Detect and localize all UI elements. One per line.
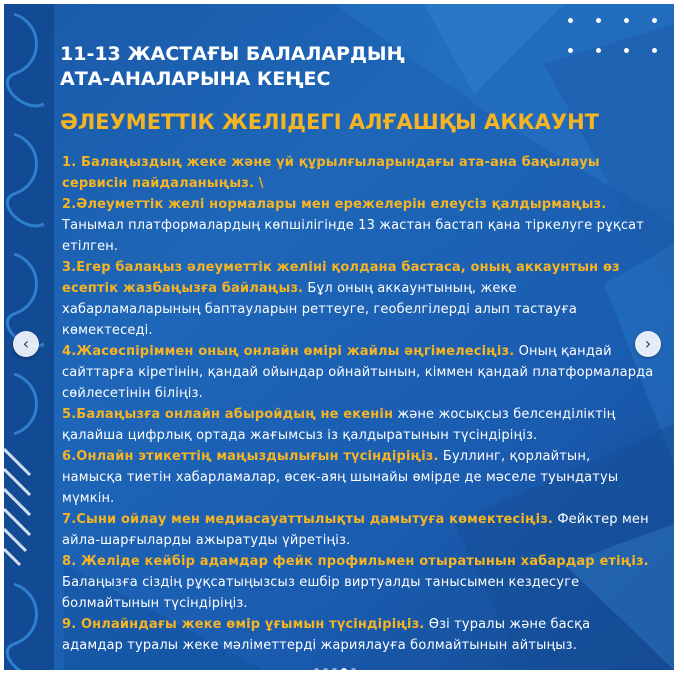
pagination-dot[interactable] [314, 668, 319, 670]
tip-item [62, 509, 654, 551]
pagination-dot[interactable] [351, 668, 356, 670]
tip-body: және жосықсыз белсенділіктің қалайша цифрлық ортада жағымсыз із қалдыратынын түсіндіріңіз. [62, 407, 616, 443]
tip-item [62, 446, 654, 509]
carousel-slide [4, 4, 674, 670]
tip-body: Өзі туралы және басқа адамдар туралы жеке мәліметтерді жариялауға болмайтынын айтыңыз. [62, 617, 591, 653]
post-subtitle: ӘЛЕУМЕТТІК ЖЕЛІДЕГІ АЛҒАШҚЫ АККАУНТ [60, 110, 599, 134]
decorative-dots [566, 12, 666, 60]
tip-body: Танымал платформалардың көпшілігінде 13 жастан бастап қана тіркелуге рұқсат етілген. [62, 218, 644, 254]
tip-item [62, 404, 654, 446]
tip-heading: 6.Онлайн этикеттің маңыздылығын түсіндіріңіз. [62, 449, 439, 464]
tip-heading: 4.Жасөспіріммен оның онлайн өмірі жайлы әңгімелесіңіз. [62, 344, 515, 359]
tip-body: Оның қандай сайттарға кіретінін, қандай ойындар ойнайтынын, кіммен қандай платформаларда сөйлесетінін біліңіз. [62, 344, 654, 401]
tip-body: Балаңызға сіздің рұқсатыңызсыз ешбір виртуалды танысымен кездесуге болмайтынын түсіндіріңіз. [62, 575, 580, 611]
tip-body: Фейктер мен айла-шарғыларды ажыратуды үйретіңіз. [62, 512, 649, 548]
tip-item [62, 551, 654, 614]
tip-heading: 7.Сыни ойлау мен медиасауаттылықты дамытуға көмектесіңіз. [62, 512, 554, 527]
tip-body: Бұл оның аккаунтының, жеке хабарламаларының баптауларын реттеуге, геобелгілерді алып тастауға көмектеседі. [62, 281, 578, 338]
carousel-pagination [314, 660, 360, 668]
chevron-left-icon: ‹ [22, 334, 30, 353]
tip-heading: 8. Желіде кейбір адамдар фейк профильмен отыратынын хабардар етіңіз. [62, 554, 649, 569]
pagination-dot[interactable] [341, 668, 347, 671]
tip-heading: 1. Балаңыздың жеке және үй құрылғыларындағы ата-ана бақылауы сервисін пайдаланыңыз. \ [62, 155, 600, 191]
carousel-prev-button[interactable] [13, 331, 39, 357]
pagination-dot[interactable] [323, 668, 328, 670]
chevron-right-icon: › [644, 334, 652, 353]
post-title: 11-13 ЖАСТАҒЫ БАЛАЛАРДЫҢ АТА-АНАЛАРЫНА КЕҢЕС [60, 43, 405, 90]
tip-body: Буллинг, қорлайтын, намысқа тиетін хабарламалар, өсек-аяң шынайы өмірде де мәселе туындатуы мүмкін. [62, 449, 619, 506]
tip-heading: 3.Егер балаңыз әлеуметтік желіні қолдана бастаса, оның аккаунтын өз есептік жазбаңызға байлаңыз. [62, 260, 620, 296]
tip-item [62, 152, 654, 194]
tip-item [62, 614, 654, 656]
tip-item [62, 341, 654, 404]
carousel-next-button[interactable] [635, 331, 661, 357]
tip-item [62, 257, 654, 341]
tip-heading: 2.Әлеуметтік желі нормалары мен ережелерін елеусіз қалдырмаңыз. [62, 197, 607, 212]
tip-heading: 5.Балаңызға онлайн абыройдың не екенін [62, 407, 394, 422]
tips-list [62, 152, 654, 656]
pagination-dot[interactable] [332, 668, 337, 670]
tip-heading: 9. Онлайндағы жеке өмір ұғымын түсіндіріңіз. [62, 617, 425, 632]
tip-item [62, 194, 654, 257]
